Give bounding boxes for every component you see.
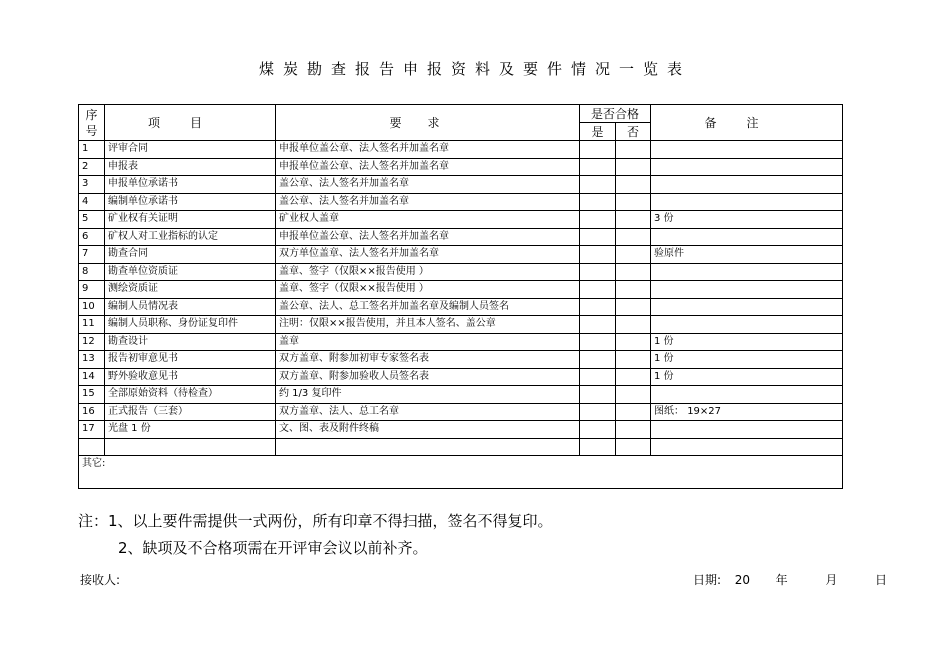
table-row <box>79 141 843 159</box>
row-number: 11 <box>79 316 105 334</box>
table-row <box>79 403 843 421</box>
row-item: 勘查单位资质证 <box>105 263 276 281</box>
row-item <box>105 438 276 456</box>
row-item: 勘查设计 <box>105 333 276 351</box>
row-number: 17 <box>79 421 105 439</box>
row-number: 14 <box>79 368 105 386</box>
receiver-label: 接收人: <box>80 573 121 587</box>
row-number: 10 <box>79 298 105 316</box>
row-remark <box>651 298 843 316</box>
row-yes-cell <box>580 158 616 176</box>
table-row <box>79 386 843 404</box>
row-number: 6 <box>79 228 105 246</box>
row-remark <box>651 421 843 439</box>
row-no-cell <box>616 316 651 334</box>
row-yes-cell <box>580 298 616 316</box>
row-number: 9 <box>79 281 105 299</box>
table-row <box>79 316 843 334</box>
row-requirement: 双方盖章、附参加初审专家签名表 <box>276 351 580 369</box>
row-remark <box>651 438 843 456</box>
header-yes: 是 <box>580 123 616 141</box>
table-row <box>79 228 843 246</box>
row-yes-cell <box>580 228 616 246</box>
row-number: 12 <box>79 333 105 351</box>
row-requirement: 双方单位盖章、法人签名并加盖名章 <box>276 246 580 264</box>
row-item: 报告初审意见书 <box>105 351 276 369</box>
row-remark <box>651 263 843 281</box>
row-requirement: 盖章 <box>276 333 580 351</box>
row-item: 野外验收意见书 <box>105 368 276 386</box>
other-label: 其它: <box>79 456 843 489</box>
row-yes-cell <box>580 351 616 369</box>
row-remark: 图纸： 19×27 <box>651 403 843 421</box>
row-no-cell <box>616 211 651 229</box>
row-remark <box>651 141 843 159</box>
row-requirement: 双方盖章、法人、总工名章 <box>276 403 580 421</box>
date-month: 月 <box>825 573 838 587</box>
row-number: 3 <box>79 176 105 194</box>
header-item: 项目 <box>105 105 276 141</box>
row-item: 编制人员职称、身份证复印件 <box>105 316 276 334</box>
row-requirement: 申报单位盖公章、法人签名并加盖名章 <box>276 141 580 159</box>
row-remark: 1 份 <box>651 351 843 369</box>
note-line-1: 注：1、以上要件需提供一式两份，所有印章不得扫描，签名不得复印。 <box>78 512 553 530</box>
row-yes-cell <box>580 421 616 439</box>
row-number: 1 <box>79 141 105 159</box>
row-yes-cell <box>580 438 616 456</box>
row-no-cell <box>616 158 651 176</box>
table-row <box>79 246 843 264</box>
row-item: 评审合同 <box>105 141 276 159</box>
row-item: 光盘 1 份 <box>105 421 276 439</box>
row-number: 4 <box>79 193 105 211</box>
row-requirement: 申报单位盖公章、法人签名并加盖名章 <box>276 158 580 176</box>
row-no-cell <box>616 368 651 386</box>
row-yes-cell <box>580 333 616 351</box>
row-yes-cell <box>580 316 616 334</box>
row-no-cell <box>616 386 651 404</box>
header-pass: 是否合格 <box>580 105 651 123</box>
table-row <box>79 298 843 316</box>
row-yes-cell <box>580 368 616 386</box>
row-no-cell <box>616 246 651 264</box>
row-remark: 验原件 <box>651 246 843 264</box>
row-no-cell <box>616 351 651 369</box>
row-requirement <box>276 438 580 456</box>
row-remark <box>651 316 843 334</box>
row-remark: 1 份 <box>651 333 843 351</box>
row-item: 正式报告（三套） <box>105 403 276 421</box>
row-item: 全部原始资料（待检查） <box>105 386 276 404</box>
row-remark <box>651 158 843 176</box>
row-requirement: 申报单位盖公章、法人签名并加盖名章 <box>276 228 580 246</box>
row-no-cell <box>616 333 651 351</box>
row-number <box>79 438 105 456</box>
row-number: 5 <box>79 211 105 229</box>
date-label: 日期: <box>693 573 722 587</box>
row-requirement: 盖公章、法人、总工签名并加盖名章及编制人员签名 <box>276 298 580 316</box>
row-no-cell <box>616 228 651 246</box>
other-row <box>79 456 843 489</box>
date-year-prefix: 20 <box>734 573 750 587</box>
requirements-table <box>78 104 843 489</box>
row-yes-cell <box>580 193 616 211</box>
table-row <box>79 211 843 229</box>
date-year: 年 <box>775 573 788 587</box>
row-no-cell <box>616 193 651 211</box>
row-number: 2 <box>79 158 105 176</box>
row-no-cell <box>616 438 651 456</box>
table-row <box>79 333 843 351</box>
row-remark <box>651 228 843 246</box>
table-row <box>79 281 843 299</box>
row-no-cell <box>616 403 651 421</box>
row-item: 申报表 <box>105 158 276 176</box>
row-remark <box>651 386 843 404</box>
row-requirement: 注明：仅限××报告使用，并且本人签名、盖公章 <box>276 316 580 334</box>
row-no-cell <box>616 281 651 299</box>
row-number: 7 <box>79 246 105 264</box>
table-row <box>79 351 843 369</box>
table-header-row <box>79 105 843 123</box>
header-remark: 备注 <box>651 105 843 141</box>
page-title: 煤炭勘查报告申报资料及要件情况一览表 <box>258 60 691 78</box>
row-item: 勘查合同 <box>105 246 276 264</box>
date-line <box>693 571 887 588</box>
row-number: 8 <box>79 263 105 281</box>
row-number: 13 <box>79 351 105 369</box>
row-no-cell <box>616 141 651 159</box>
header-requirement: 要求 <box>276 105 580 141</box>
row-no-cell <box>616 421 651 439</box>
row-no-cell <box>616 298 651 316</box>
row-yes-cell <box>580 176 616 194</box>
row-requirement: 文、图、表及附件终稿 <box>276 421 580 439</box>
table-row <box>79 176 843 194</box>
row-yes-cell <box>580 263 616 281</box>
row-yes-cell <box>580 246 616 264</box>
row-remark <box>651 193 843 211</box>
row-yes-cell <box>580 281 616 299</box>
row-requirement: 双方盖章、附参加验收人员签名表 <box>276 368 580 386</box>
table-row <box>79 263 843 281</box>
row-item: 申报单位承诺书 <box>105 176 276 194</box>
table-row <box>79 438 843 456</box>
row-requirement: 矿业权人盖章 <box>276 211 580 229</box>
row-requirement: 盖公章、法人签名并加盖名章 <box>276 193 580 211</box>
row-requirement: 盖章、签字（仅限××报告使用 ） <box>276 281 580 299</box>
row-yes-cell <box>580 403 616 421</box>
table-row <box>79 421 843 439</box>
row-yes-cell <box>580 386 616 404</box>
note-line-2: 2、缺项及不合格项需在开评审会议以前补齐。 <box>118 539 428 557</box>
row-item: 测绘资质证 <box>105 281 276 299</box>
row-item: 矿业权有关证明 <box>105 211 276 229</box>
row-number: 16 <box>79 403 105 421</box>
row-no-cell <box>616 263 651 281</box>
table-row <box>79 193 843 211</box>
row-remark: 1 份 <box>651 368 843 386</box>
row-remark: 3 份 <box>651 211 843 229</box>
row-no-cell <box>616 176 651 194</box>
row-requirement: 盖公章、法人签名并加盖名章 <box>276 176 580 194</box>
row-requirement: 约 1/3 复印件 <box>276 386 580 404</box>
date-day: 日 <box>874 573 887 587</box>
row-item: 编制单位承诺书 <box>105 193 276 211</box>
table-row <box>79 158 843 176</box>
row-requirement: 盖章、签字（仅限××报告使用 ） <box>276 263 580 281</box>
row-item: 矿权人对工业指标的认定 <box>105 228 276 246</box>
row-yes-cell <box>580 211 616 229</box>
row-yes-cell <box>580 141 616 159</box>
row-item: 编制人员情况表 <box>105 298 276 316</box>
row-remark <box>651 281 843 299</box>
table-row <box>79 368 843 386</box>
row-remark <box>651 176 843 194</box>
row-number: 15 <box>79 386 105 404</box>
header-seq: 序号 <box>79 105 105 141</box>
header-no: 否 <box>616 123 651 141</box>
